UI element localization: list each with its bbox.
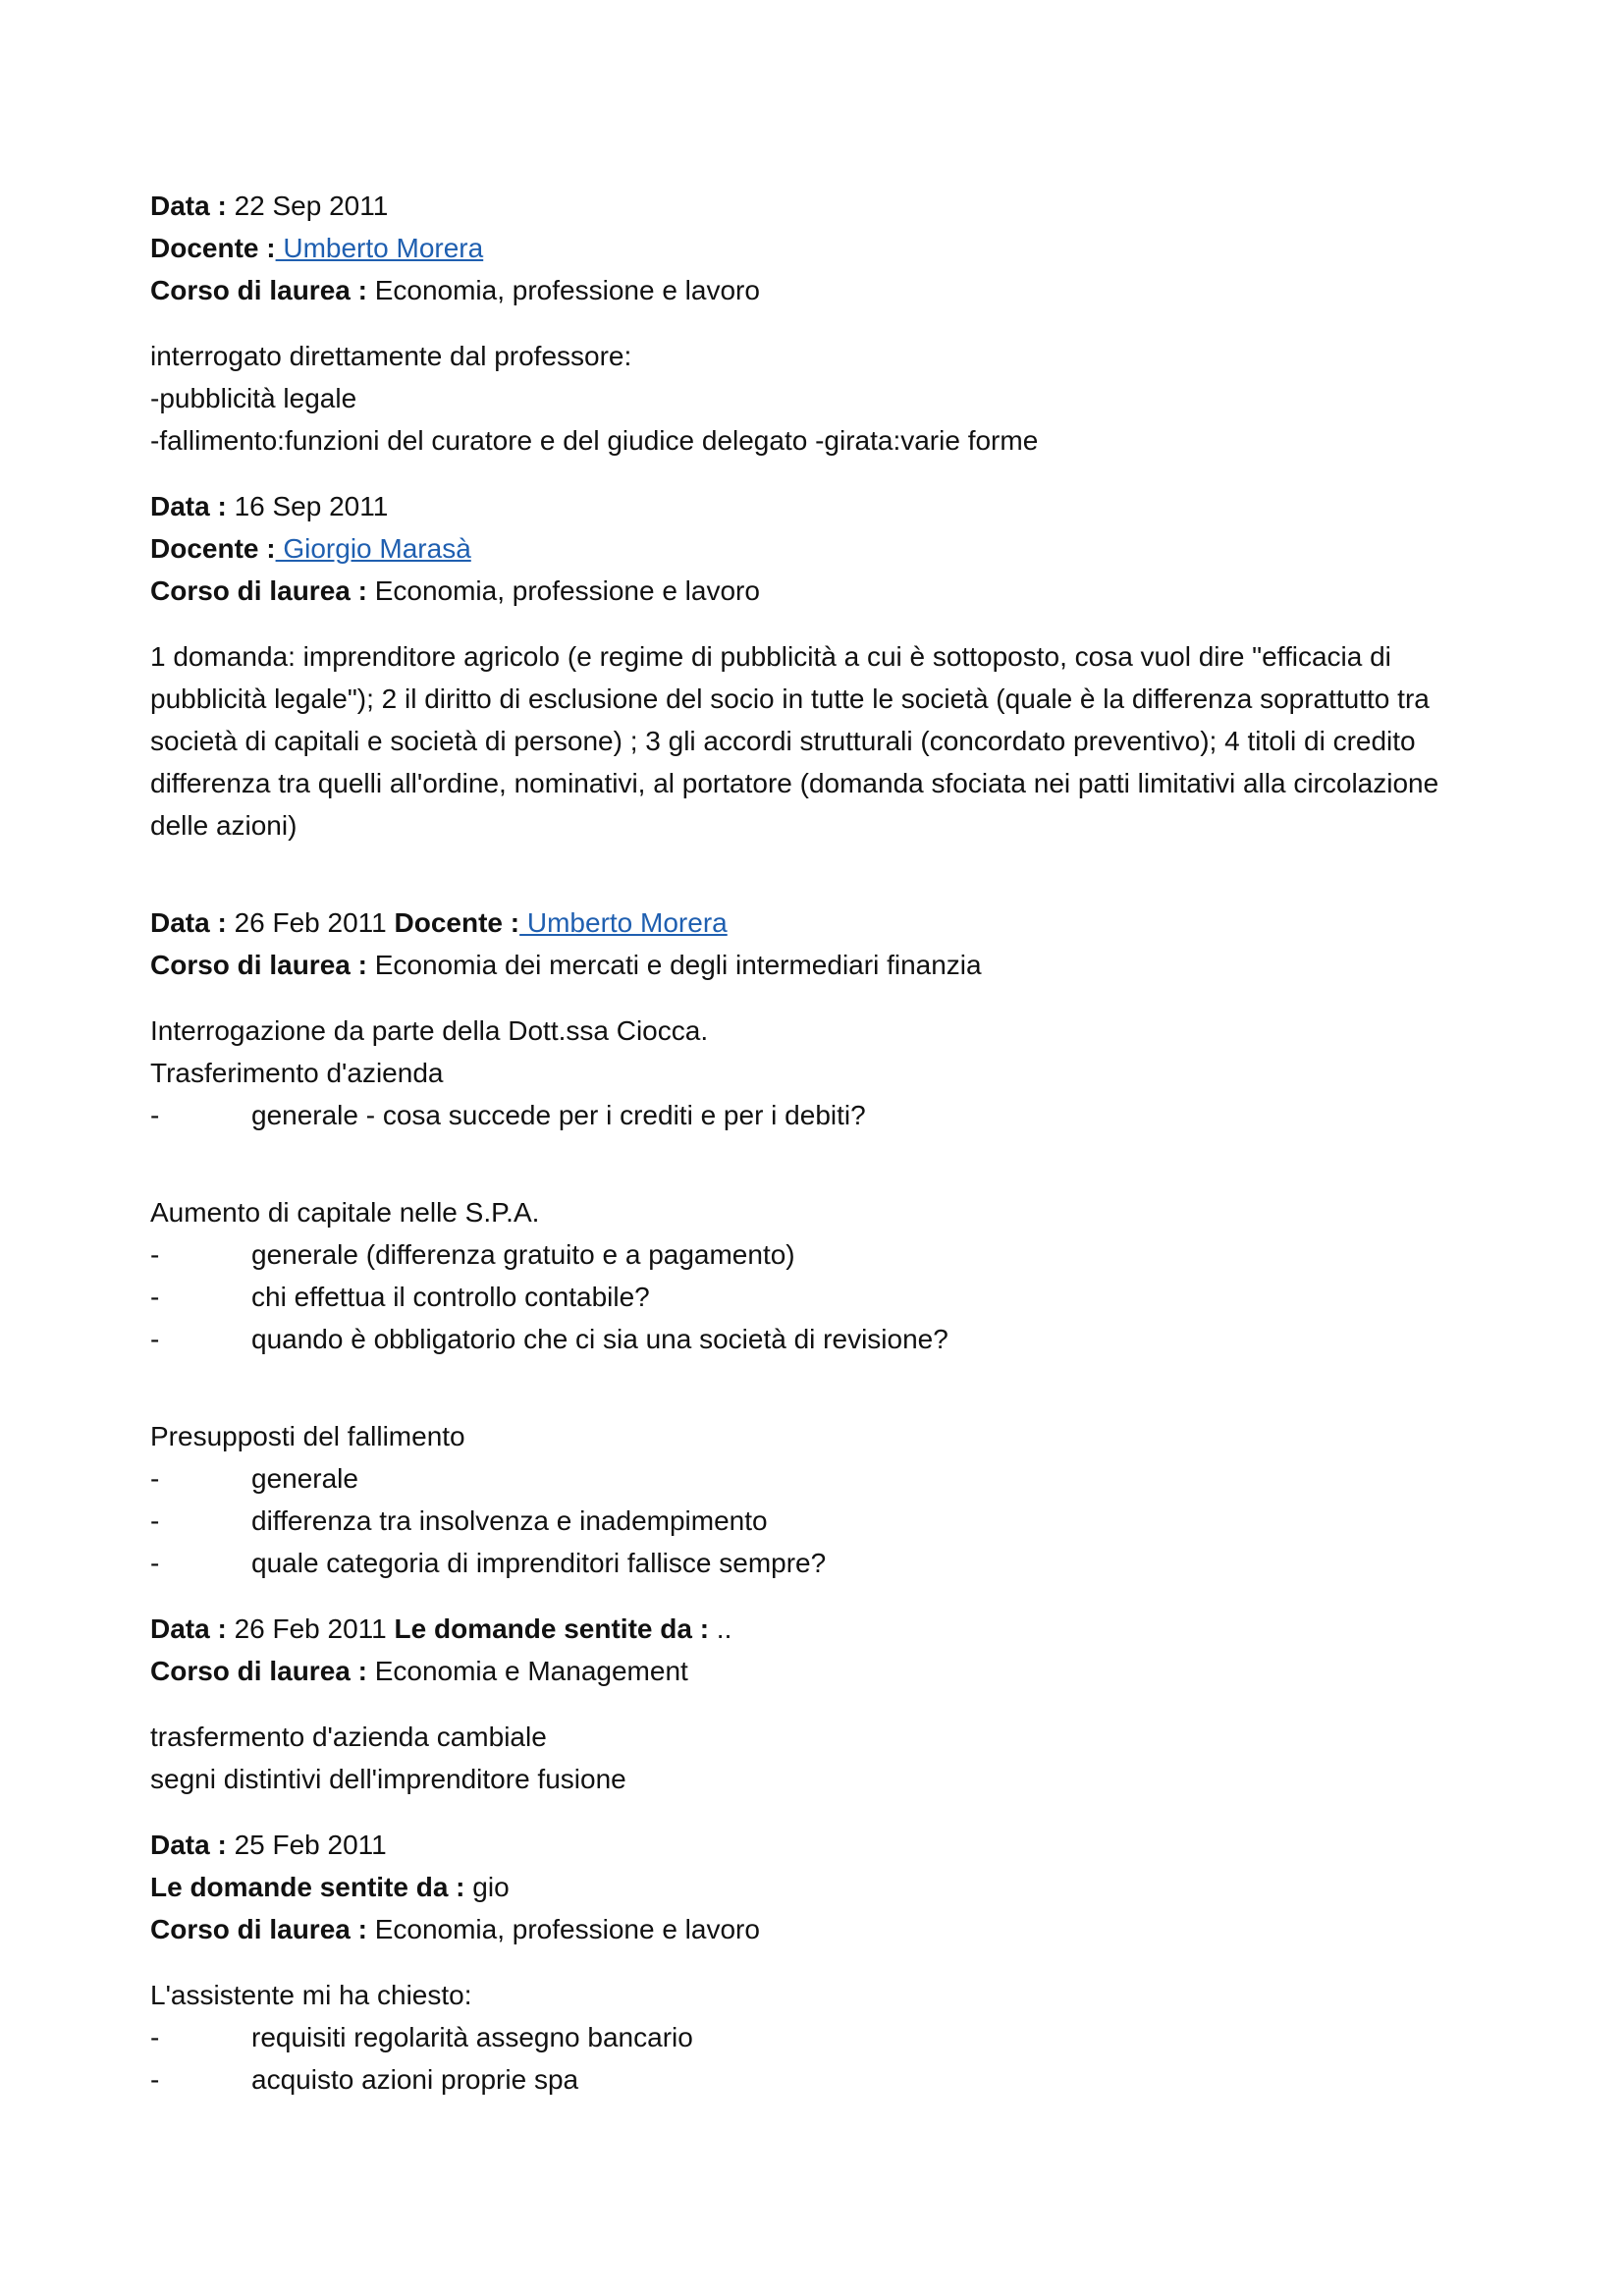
body-line: -pubblicità legale	[150, 383, 357, 413]
docente-label: Docente :	[150, 233, 276, 263]
domande-line	[150, 1866, 1486, 1908]
date-label: Data :	[150, 191, 227, 221]
list-item	[150, 1542, 1486, 1584]
entry-2	[150, 485, 1486, 847]
domande-value: ..	[709, 1613, 732, 1644]
body-paragraph: 1 domanda: imprenditore agricolo (e regime di pubblicità a cui è sottoposto, cosa vuol dire "efficacia di pubblicità legale"); 2 il diritto di esclusione del socio in tutte le società (quale è la differenza soprattutto tra società di capitali e società di persone) ; 3 gli accordi strutturali (concordato preventivo); 4 titoli di credito differenza tra quelli all'ordine, nominativi, al portatore (domanda sfociata nei patti limitativi alla circolazione delle azioni)	[150, 641, 1439, 841]
corso-line	[150, 1908, 1486, 1950]
entry-3	[150, 902, 1486, 1584]
section-heading: Trasferimento d'azienda	[150, 1058, 444, 1088]
list-item-text: differenza tra insolvenza e inadempimento	[251, 1505, 768, 1536]
list-item	[150, 1318, 1486, 1360]
body-line: trasfermento d'azienda cambiale	[150, 1722, 547, 1752]
date-docente-line	[150, 902, 1486, 944]
docente-line	[150, 227, 1486, 269]
date-value: 22 Sep 2011	[226, 191, 389, 221]
docente-label: Docente :	[150, 533, 276, 564]
bullet-dash: -	[150, 1548, 160, 1578]
date-line	[150, 185, 1486, 227]
document-page	[150, 185, 1486, 2101]
bullet-dash: -	[150, 2064, 160, 2095]
corso-label: Corso di laurea :	[150, 1914, 367, 1944]
docente-link[interactable]: Umberto Morera	[275, 233, 484, 263]
body-line: -fallimento:funzioni del curatore e del giudice delegato -girata:varie forme	[150, 425, 1039, 456]
date-value: 26 Feb 2011	[226, 1613, 395, 1644]
list-item-text: generale - cosa succede per i crediti e per i debiti?	[251, 1100, 866, 1130]
section-heading: Aumento di capitale nelle S.P.A.	[150, 1197, 540, 1228]
docente-link[interactable]: Umberto Morera	[519, 907, 728, 938]
date-value: 25 Feb 2011	[226, 1830, 387, 1860]
date-domande-line	[150, 1608, 1486, 1650]
docente-label: Docente :	[394, 907, 520, 938]
date-label: Data :	[150, 907, 227, 938]
list-item-text: quando è obbligatorio che ci sia una società di revisione?	[251, 1324, 948, 1354]
entry-4	[150, 1608, 1486, 1800]
list-item-text: acquisto azioni proprie spa	[251, 2064, 579, 2095]
corso-value: Economia, professione e lavoro	[366, 575, 760, 606]
bullet-dash: -	[150, 1505, 160, 1536]
bullet-dash: -	[150, 1324, 160, 1354]
corso-line	[150, 944, 1486, 986]
date-label: Data :	[150, 491, 227, 521]
corso-line	[150, 269, 1486, 311]
body-line: interrogato direttamente dal professore:	[150, 341, 632, 371]
date-value: 16 Sep 2011	[226, 491, 389, 521]
list-item	[150, 2016, 1486, 2058]
bullet-dash: -	[150, 1100, 160, 1130]
date-line	[150, 1824, 1486, 1866]
corso-label: Corso di laurea :	[150, 275, 367, 305]
docente-link[interactable]: Giorgio Marasà	[275, 533, 471, 564]
list-item-text: generale	[251, 1463, 358, 1494]
corso-value: Economia dei mercati e degli intermediari finanzia	[366, 950, 982, 980]
bullet-dash: -	[150, 1239, 160, 1270]
list-item	[150, 1500, 1486, 1542]
corso-line	[150, 570, 1486, 612]
corso-line	[150, 1650, 1486, 1692]
list-item	[150, 2058, 1486, 2101]
list-item-text: quale categoria di imprenditori fallisce sempre?	[251, 1548, 827, 1578]
list-item-text: requisiti regolarità assegno bancario	[251, 2022, 693, 2052]
date-label: Data :	[150, 1613, 227, 1644]
entry-1	[150, 185, 1486, 462]
list-item	[150, 1233, 1486, 1276]
domande-label: Le domande sentite da :	[394, 1613, 710, 1644]
date-value: 26 Feb 2011	[226, 907, 395, 938]
section-heading: Presupposti del fallimento	[150, 1421, 465, 1451]
list-item	[150, 1276, 1486, 1318]
date-label: Data :	[150, 1830, 227, 1860]
date-line	[150, 485, 1486, 527]
body-line: Interrogazione da parte della Dott.ssa Ciocca.	[150, 1015, 709, 1046]
corso-value: Economia e Management	[366, 1656, 688, 1686]
body-line: segni distintivi dell'imprenditore fusione	[150, 1764, 626, 1794]
domande-value: gio	[464, 1872, 510, 1902]
corso-value: Economia, professione e lavoro	[366, 275, 760, 305]
list-item	[150, 1094, 1486, 1136]
list-item-text: generale (differenza gratuito e a pagamento)	[251, 1239, 795, 1270]
corso-value: Economia, professione e lavoro	[366, 1914, 760, 1944]
body-line: L'assistente mi ha chiesto:	[150, 1980, 472, 2010]
docente-line	[150, 527, 1486, 570]
entry-5	[150, 1824, 1486, 2101]
list-item-text: chi effettua il controllo contabile?	[251, 1282, 650, 1312]
bullet-dash: -	[150, 2022, 160, 2052]
corso-label: Corso di laurea :	[150, 950, 367, 980]
corso-label: Corso di laurea :	[150, 575, 367, 606]
bullet-dash: -	[150, 1282, 160, 1312]
domande-label: Le domande sentite da :	[150, 1872, 465, 1902]
corso-label: Corso di laurea :	[150, 1656, 367, 1686]
bullet-dash: -	[150, 1463, 160, 1494]
list-item	[150, 1457, 1486, 1500]
